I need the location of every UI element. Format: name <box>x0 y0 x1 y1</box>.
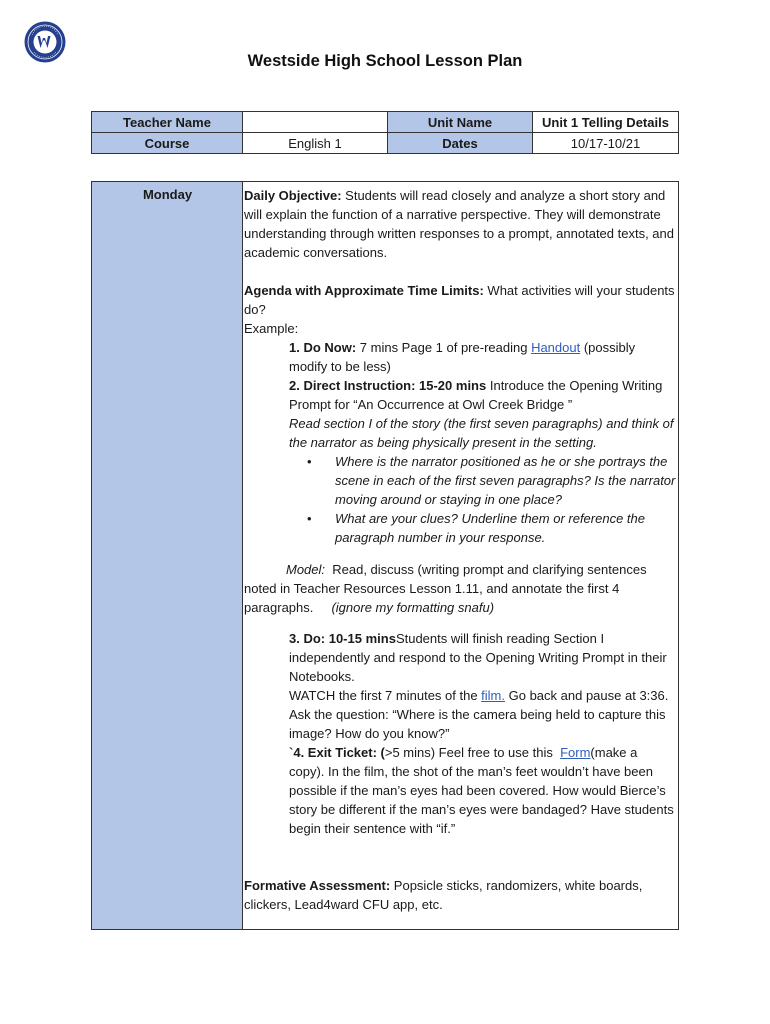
watch-text-end: Go back and pause at 3:36. Ask the question: “Where is the camera being held to capture this image? How do you know?” <box>289 688 669 741</box>
step2-reading-instruction <box>289 414 676 452</box>
day-column <box>92 182 243 929</box>
step-do <box>289 629 676 686</box>
monday-plan-table <box>91 181 679 930</box>
agenda-text: What activities will your students do? <box>244 283 675 317</box>
handout-link[interactable]: Handout <box>531 340 581 355</box>
daily-objective <box>244 186 676 262</box>
model-paragraph <box>244 560 676 617</box>
monday-plan-content <box>244 186 676 914</box>
bullet-text: Where is the narrator positioned as he or she portrays the scene in each of the first seven paragraphs? Is the narrator moving around or staying in one place? <box>335 454 676 507</box>
step4-text-end: (make a copy). In the film, the shot of the man’s feet wouldn’t have been possible if the man’s eyes had been covered. How would Bierce’s story be different if the man’s eyes were bandaged? Have students begin their sentence with “if.” <box>289 745 674 836</box>
teacher-name-value <box>243 112 388 133</box>
teacher-name-label: Teacher Name <box>92 112 243 133</box>
dates-label: Dates <box>388 133 533 153</box>
bullet-icon: • <box>307 511 312 526</box>
agenda-steps-1-2 <box>244 338 676 452</box>
unit-name-label: Unit Name <box>388 112 533 133</box>
agenda <box>244 281 676 319</box>
model-note: (ignore my formatting snafu) <box>331 600 495 615</box>
agenda-label: Agenda with Approximate Time Limits: <box>244 283 484 298</box>
list-item <box>307 509 676 547</box>
header-info-table <box>91 111 679 154</box>
list-item <box>307 452 676 509</box>
objective-text: Students will read closely and analyze a short story and will explain the function of a narrative perspective. They will demonstrate understanding through written responses to a prompt, annotated texts, and academic conversations. <box>244 188 674 260</box>
formative-assessment <box>244 876 676 914</box>
page-title: Westside High School Lesson Plan <box>247 52 523 70</box>
step-do-now <box>289 338 676 376</box>
film-link[interactable]: film. <box>481 688 506 703</box>
example-label: Example: <box>244 321 299 336</box>
objective-label: Daily Objective: <box>244 188 342 203</box>
form-link[interactable]: Form <box>560 745 591 760</box>
step-direct-instruction <box>289 376 676 414</box>
step3-text: Students will finish reading Section I independently and respond to the Opening Writing Prompt in their Notebooks. <box>289 631 667 684</box>
formative-text: Popsicle sticks, randomizers, white boards, clickers, Lead4ward CFU app, etc. <box>244 878 643 912</box>
step-exit-ticket <box>289 743 676 838</box>
day-label-monday: Monday <box>142 187 193 202</box>
step1-label: 1. Do Now: <box>289 340 357 355</box>
bullet-icon: • <box>307 454 312 469</box>
step2-text: Introduce the Opening Writing Prompt for “An Occurrence at Owl Creek Bridge ” <box>289 378 663 412</box>
model-text: Read, discuss (writing prompt and clarifying sentences noted in Teacher Resources Lesson 1.11, and annotate the first 4 paragraphs. <box>244 562 651 615</box>
dates-value: 10/17-10/21 <box>570 135 641 151</box>
formative-label: Formative Assessment: <box>244 878 391 893</box>
step4-text: >5 mins) Feel free to use this <box>384 745 561 760</box>
agenda-steps-3-4 <box>244 629 676 838</box>
step2-label: 2. Direct Instruction: 15-20 mins <box>289 378 487 393</box>
bullet-text: What are your clues? Underline them or reference the paragraph number in your response. <box>335 511 645 545</box>
step4-label: 4. Exit Ticket: ( <box>293 745 385 760</box>
step4-prefix: ` <box>289 745 294 760</box>
watch-film <box>289 686 676 743</box>
course-value: English 1 <box>243 133 388 153</box>
step1-text: 7 mins Page 1 of pre-reading <box>356 340 532 355</box>
unit-name-value: Unit 1 Telling Details <box>533 112 678 133</box>
model-label: Model: <box>286 562 326 577</box>
guiding-questions-list <box>244 452 676 547</box>
step1-text-end: (possibly modify to be less) <box>289 340 636 374</box>
step2-italic: Read section I of the story (the first seven paragraphs) and think of the narrator as being physically present in the setting. <box>289 416 674 450</box>
step3-label: 3. Do: 10-15 mins <box>289 631 396 646</box>
course-label: Course <box>92 133 243 153</box>
watch-text: WATCH the first 7 minutes of the <box>289 688 482 703</box>
